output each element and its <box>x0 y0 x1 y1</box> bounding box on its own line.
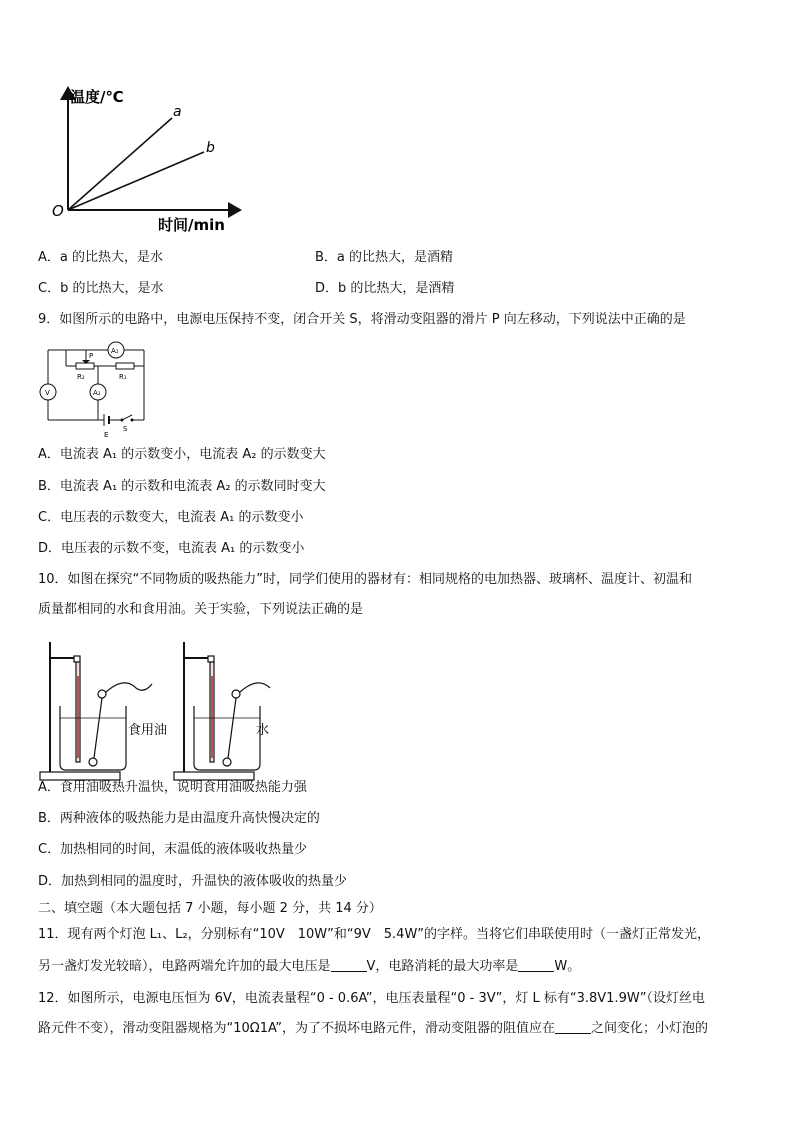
q9-stem: 9．如图所示的电路中，电源电压保持不变，闭合开关 S，将滑动变阻器的滑片 P 向左移动，下列说法中正确的是 <box>38 312 686 327</box>
origin-label: O <box>52 202 64 220</box>
q10-stem-line1: 10．如图在探究“不同物质的吸热能力”时，同学们使用的器材有：相同规格的电加热器、玻璃杯、温度计、初温和 <box>38 572 693 587</box>
label-p: P <box>89 352 94 360</box>
label-s: S <box>123 425 128 433</box>
line-b <box>68 152 204 210</box>
q11-answer-blank-2[interactable] <box>518 959 554 972</box>
y-axis-label: 温度/℃ <box>70 88 124 106</box>
q8-option-a: A．a 的比热大，是水 <box>38 250 163 265</box>
heating-apparatus-diagram <box>36 636 276 786</box>
q8-option-c: C．b 的比热大，是水 <box>38 281 164 296</box>
q8-option-d: D．b 的比热大，是酒精 <box>315 281 455 296</box>
q11-line2 <box>38 958 580 976</box>
q10-stem-line2: 质量都相同的水和食用油。关于实验，下列说法正确的是 <box>38 602 364 617</box>
label-water: 水 <box>256 723 270 738</box>
q9-option-a: A．电流表 A₁ 的示数变小，电流表 A₂ 的示数变大 <box>38 447 326 462</box>
line-a <box>68 118 172 210</box>
q9-option-c: C．电压表的示数变大，电流表 A₁ 的示数变小 <box>38 510 304 525</box>
q12-line2-part2: 之间变化；小灯泡的 <box>591 1021 709 1036</box>
temperature-time-graph <box>40 80 250 240</box>
q10-option-b: B．两种液体的吸热能力是由温度升高快慢决定的 <box>38 811 320 826</box>
q12-line1: 12．如图所示，电源电压恒为 6V，电流表量程“0 - 0.6A”，电压表量程“0 - 3V”，灯 L 标有“3.8V1.9W”（设灯丝电 <box>38 991 705 1006</box>
label-cooking-oil: 食用油 <box>128 723 168 738</box>
q8-option-b: B．a 的比热大，是酒精 <box>315 250 454 265</box>
section-2-heading: 二、填空题（本大题包括 7 小题，每小题 2 分，共 14 分） <box>38 901 382 916</box>
q9-option-b: B．电流表 A₁ 的示数和电流表 A₂ 的示数同时变大 <box>38 479 326 494</box>
label-r2: R₂ <box>77 373 85 381</box>
label-a1: A₁ <box>111 347 119 355</box>
label-a2: A₂ <box>93 389 101 397</box>
r2-resistor <box>76 363 94 369</box>
q12-line2-part1: 路元件不变），滑动变阻器规格为“10Ω1A”，为了不损坏电路元件，滑动变阻器的阻值应在 <box>38 1021 556 1036</box>
x-axis-label: 时间/min <box>158 216 225 234</box>
label-e: E <box>104 431 109 439</box>
q9-option-d: D．电压表的示数不变，电流表 A₁ 的示数变小 <box>38 541 305 556</box>
q11-line2-part1: 另一盏灯发光较暗），电路两端允许加的最大电压是 <box>38 959 331 974</box>
q11-answer-blank-1[interactable] <box>331 959 367 972</box>
q10-option-a: A．食用油吸热升温快，说明食用油吸热能力强 <box>38 780 307 795</box>
q11-line2-part3: W。 <box>554 959 581 974</box>
q10-option-d: D．加热到相同的温度时，升温快的液体吸收的热量少 <box>38 874 348 889</box>
q11-line2-part2: V，电路消耗的最大功率是 <box>366 959 519 974</box>
q9-circuit-diagram <box>36 338 166 440</box>
label-r1: R₁ <box>119 373 127 381</box>
line-b-label: b <box>206 140 215 156</box>
q12-line2 <box>38 1020 708 1038</box>
q11-line1: 11．现有两个灯泡 L₁、L₂，分别标有“10V 10W”和“9V 5.4W”的字样。当将它们串联使用时（一盏灯正常发光， <box>38 927 711 942</box>
r1-resistor <box>116 363 134 369</box>
label-v: V <box>45 389 50 397</box>
q10-option-c: C．加热相同的时间，末温低的液体吸收热量少 <box>38 842 308 857</box>
line-a-label: a <box>173 104 182 120</box>
q12-answer-blank-1[interactable] <box>555 1021 591 1034</box>
